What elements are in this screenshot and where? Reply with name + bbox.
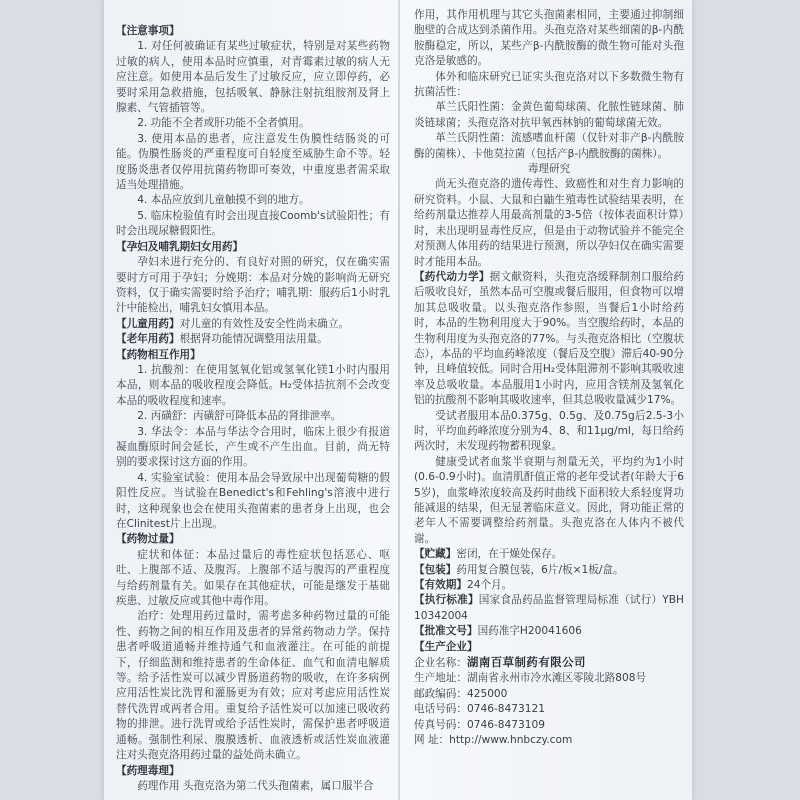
body-paragraph: 作用，其作用机理与其它头孢菌素相同，主要通过抑制细胞壁的合成达到杀菌作用。头孢克洛对某些细菌的β-内酰胺酶稳定，所以，某些产β-内酰胺酶的微生物可能对头孢克洛是敏感的。 [414,9,684,68]
section-heading [414,547,684,562]
section-heading-label: 【批准文号】 [414,625,478,638]
body-paragraph: 尚无头孢克洛的遗传毒性、致癌性和对生育力影响的研究资料。小鼠、大鼠和白鼬生殖毒性试验结果表明，在给药剂量达推荐人用最高剂量的3-5倍（按体表面积计算）时，未出现明显毒性反应，但是由于动物试验并不能完全对预测人体用药的结果进行预测，所以孕妇仅在确实需要时才能用本品。 [414,178,684,268]
section-heading-label: 【生产企业】 [414,640,478,653]
subsection-title: 毒理研究 [527,163,571,176]
section-heading [116,240,390,255]
section-heading [414,270,684,409]
section-heading-label: 【贮藏】 [414,548,457,561]
contact-line: 传真号码：0746-8473109 [414,718,545,731]
section-heading [414,593,684,624]
body-paragraph: 1. 抗酸剂：在使用氢氧化铝或氢氧化镁1小时内服用本品，则本品的吸收程度会降低。H₂受体拮抗剂不会改变本品的吸收程度和速率。 [116,363,390,407]
section-inline-text: 对儿童的有效性及安全性尚未确立。 [179,317,350,330]
body-paragraph: 受试者服用本品0.375g、0.5g、及0.75g后2.5-3小时，平均血药峰浓度分别为4、8、和11μg/ml，每日给药两次时，未发现药物蓄积现象。 [414,409,684,453]
leaflet-left-column [116,24,390,794]
section-inline-text: 药用复合膜包装，6片/板×1板/盒。 [456,563,624,576]
section-heading [414,563,684,578]
section-heading [414,578,684,593]
section-heading [116,24,390,39]
body-paragraph: 孕妇未进行充分的、有良好对照的研究，仅在确实需要时方可用于孕妇；分娩期：本品对分娩的影响尚无研究资料，仅于确实需要时给予治疗；哺乳期：服药后1小时乳汁中能检出，哺乳妇女慎用本品。 [116,256,390,315]
leaflet-right-column [414,8,684,749]
body-paragraph: 3. 华法令：本品与华法令合用时，临床上很少有报道凝血酶原时间会延长，产生或不产生出血。目前，尚无特别的要求探讨这方面的作用。 [116,425,390,469]
section-heading [414,640,684,655]
section-inline-text: 24个月。 [466,579,513,592]
section-heading-label: 【药理毒理】 [116,764,180,777]
contact-line: 邮政编码：425000 [414,687,508,700]
company-name-row [414,655,684,671]
body-paragraph: 4. 本品应放到儿童触摸不到的地方。 [137,194,310,207]
section-heading [116,764,390,779]
section-heading-label: 【药代动力学】 [414,270,490,283]
section-heading-label: 【包装】 [414,563,457,576]
section-heading-label: 【有效期】 [414,579,467,592]
body-paragraph: 2. 功能不全者或肝功能不全者慎用。 [137,117,310,130]
section-inline-text: 据文献资料，头孢克洛缓释制剂口服给药后吸收良好，虽然本品可空腹或餐后服用，但食物可以增加其总吸收量。以头孢克洛作参照，当餐后1小时给药时，本品的生物利用度大于90%。当空腹给药时，本品的生物利用度为头孢克洛的77%。与头孢克洛相比（空腹状态），本品的平均血药峰浓度（餐后及空腹）滞后40-90分钟，且峰值较低。同时合用H₂受体阻滞剂不影响其吸收速率及总吸收量。本品服用1小时内，应用含镁剂及氢氧化铝的抗酸剂不影响其吸收速率，但其总吸收量减少17%。 [414,270,685,407]
section-inline-text: 根据肾功能情况调整用法用量。 [179,333,328,346]
body-paragraph: 健康受试者血浆半衰期与剂量无关，平均约为1小时(0.6-0.9小时)。血清肌酐值正常的老年受试者(年龄大于65岁)，血浆峰浓度较高及药时曲线下面积较大系轻度肾功能减退的结果，但无显著临床意义。因此，肾功能正常的老年人不需要调整给药剂量。头孢克洛在人体内不被代谢。 [414,455,684,545]
body-paragraph: 革兰氏阳性菌：金黄色葡萄球菌、化脓性链球菌、肺炎链球菌；头孢克洛对抗甲氧西林钠的葡萄球菌无效。 [414,101,684,129]
body-paragraph: 4. 实验室试验：使用本品会导致尿中出现葡萄糖的假阳性反应。当试验在Benedict's和Fehling's溶液中进行时，这种现象也会在使用头孢菌素的患者身上出现，也会在Clinitest片上出现。 [116,471,390,530]
section-heading-label: 【注意事项】 [116,25,180,37]
section-heading-label: 【老年用药】 [116,333,180,346]
section-heading-label: 【药物过量】 [116,533,180,546]
company-name: 湖南百草制药有限公司 [466,655,586,670]
contact-line: 电话号码：0746-8473121 [414,703,545,716]
body-paragraph: 体外和临床研究已证实头孢克洛对以下多数微生物有抗菌活性： [414,70,684,99]
body-paragraph: 2. 丙磺舒：丙磺舒可降低本品的肾排泄率。 [137,410,342,423]
body-paragraph: 1. 对任何被确证有某些过敏症状，特别是对某些药物过敏的病人，使用本品时应慎重，对青霉素过敏的病人无应注意。如使用本品后发生了过敏反应，应立即停药，必要时采用急救措施，包括吸氧、静脉注射抗组胺剂及肾上腺素、气管插管等。 [116,40,390,115]
leaflet-fold-line [398,0,400,800]
body-paragraph: 症状和体征：本品过量后的毒性症状包括恶心、呕吐、上腹部不适、及腹泻。上腹部不适与腹泻的严重程度与给药剂量有关。如果存在其他症状，可能是继发于基础疾患、过敏反应或其他中毒作用。 [116,548,390,608]
body-paragraph: 革兰氏阴性菌：流感嗜血杆菌（仅针对非产β-内酰胺酶的菌株）、卡他莫拉菌（包括产β-内酰胺酶的菌株）。 [414,132,684,160]
section-heading [116,332,390,347]
section-heading [116,532,390,547]
company-name-label: 企业名称： [414,657,467,670]
section-inline-text: 国家食品药品监督管理局标准（试行）YBH10342004 [414,594,684,622]
section-heading [414,624,684,639]
body-paragraph: 治疗：处理用药过量时，需考虑多种药物过量的可能性、药物之间的相互作用及患者的异常药物动力学。保持患者呼吸道通畅并维持通气和血液灌注。在可能的前提下，仔细监测和维持患者的生命体征、血气和血清电解质等。给予活性炭可以减少胃肠道药物的吸收，在许多病例应用活性炭比洗胃和灌肠更为有效；应对考虑应用活性炭替代洗胃或两者合用。重复给予活性炭可以加速已吸收药物的排泄。进行洗胃或给予活性炭时，需保护患者呼吸道通畅。强制性利尿、腹膜透析、血液透析或活性炭血液灌注对头孢克洛用药过量的益处尚未确立。 [116,610,390,762]
section-heading [116,348,390,363]
section-heading-label: 【执行标准】 [414,594,479,607]
section-heading [116,317,390,332]
body-paragraph: 3. 使用本品的患者，应注意发生伪膜性结肠炎的可能。伪膜性肠炎的严重程度可自轻度至威胁生命不等。轻度肠炎患者仅停用抗菌药物即可奏效，中重度患者需采取适当处理措施。 [116,132,390,192]
contact-line: 网 址：http://www.hnbczy.com [414,734,573,747]
section-inline-text: 国药准字H20041606 [477,625,582,638]
section-heading-label: 【儿童用药】 [116,317,180,330]
contact-line: 生产地址：湖南省永州市冷水滩区零陵北路808号 [414,672,647,685]
section-heading-label: 【孕妇及哺乳期妇女用药】 [116,240,244,253]
body-paragraph: 5. 临床检验值有时会出现直接Coomb's试验阳性；有时会出现尿糖假阳性。 [116,209,390,238]
section-inline-text: 密闭，在干燥处保存。 [456,548,563,561]
body-paragraph: 药理作用 头孢克洛为第二代头孢菌素，属口服半合 [137,779,374,792]
section-heading-label: 【药物相互作用】 [116,348,201,361]
